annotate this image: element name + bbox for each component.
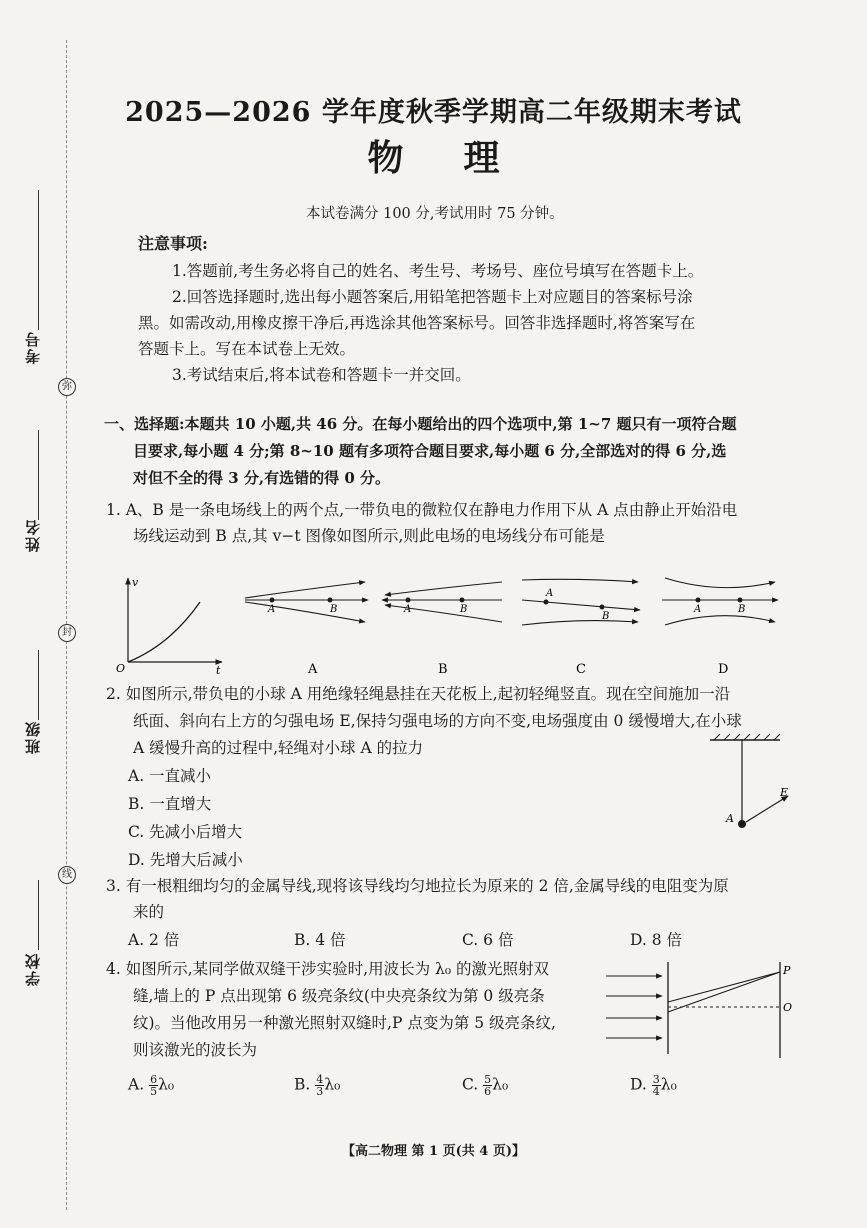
field-diagram-d <box>662 578 778 677</box>
svg-text:B: B <box>602 611 610 622</box>
vt-origin-label: O <box>116 662 126 675</box>
q3-line-2: 来的 <box>133 903 165 921</box>
notice-line-4: 答题卡上。写在本试卷上无效。 <box>138 340 356 358</box>
section1-line-3: 对但不全的得 3 分,有选错的得 0 分。 <box>133 469 390 487</box>
subject-title: 物理 <box>367 137 560 179</box>
q3-option-b[interactable]: B. 4 倍 <box>294 931 346 949</box>
q3-option-a[interactable]: A. 2 倍 <box>128 931 180 949</box>
field-diagram-c <box>522 579 640 677</box>
name-label: 姓名 <box>24 518 42 552</box>
q1-figures <box>110 570 830 682</box>
svg-text:B: B <box>738 604 746 615</box>
point-p-label: P <box>783 964 791 977</box>
exam-title: 2025—2026 学年度秋季学期高二年级期末考试 <box>125 97 742 128</box>
notice-line-1: 1.答题前,考生务必将自己的姓名、考生号、考场号、座位号填写在答题卡上。 <box>172 262 704 280</box>
point-a-label: A <box>268 604 276 615</box>
q4-figure <box>602 958 802 1062</box>
school-label: 学校 <box>24 952 42 986</box>
seal-xian: 线 <box>58 866 76 884</box>
name-blank[interactable] <box>38 430 39 520</box>
vt-curve <box>128 602 200 662</box>
svg-text:A: A <box>546 588 554 599</box>
exam-number-label: 考号 <box>24 330 42 364</box>
section1-line-1: 一、选择题:本题共 10 小题,共 46 分。在每小题给出的四个选项中,第 1~7 题只有一项符合题 <box>104 415 737 433</box>
notice-line-5: 3.考试结束后,将本试卷和答题卡一并交回。 <box>172 366 471 384</box>
seal-mi: 弥 <box>58 378 76 396</box>
svg-text:A: A <box>404 604 412 615</box>
ball-a-label: A <box>726 812 734 825</box>
q2-line-3: A 缓慢升高的过程中,轻绳对小球 A 的拉力 <box>133 739 424 757</box>
field-diagram-a <box>245 582 368 677</box>
point-o-label: O <box>783 1001 793 1014</box>
q2-option-b[interactable]: B. 一直增大 <box>128 795 212 813</box>
point-b-label: B <box>330 604 338 615</box>
exam-info: 本试卷满分 100 分,考试用时 75 分钟。 <box>306 206 564 222</box>
school-blank[interactable] <box>38 880 39 950</box>
q4-line-2: 缝,墙上的 P 点出现第 6 级亮条纹(中央亮条纹为第 0 级亮条 <box>133 987 545 1005</box>
svg-text:B: B <box>460 604 468 615</box>
q3-option-c[interactable]: C. 6 倍 <box>462 931 514 949</box>
page-footer: 【高二物理 第 1 页(共 4 页)】 <box>341 1144 526 1159</box>
exam-number-blank[interactable] <box>38 190 39 330</box>
q1-line-2: 场线运动到 B 点,其 v−t 图像如图所示,则此电场的电场线分布可能是 <box>133 527 605 545</box>
field-e-label: E <box>780 786 789 799</box>
svg-text:A: A <box>694 604 702 615</box>
q2-option-c[interactable]: C. 先减小后增大 <box>128 823 243 841</box>
seal-feng: 封 <box>58 624 76 642</box>
q2-line-2: 纸面、斜向右上方的匀强电场 E,保持匀强电场的方向不变,电场强度由 0 缓慢增大,在小球 <box>133 712 742 730</box>
notice-line-2: 2.回答选择题时,选出每小题答案后,用铅笔把答题卡上对应题目的答案标号涂 <box>172 288 693 306</box>
option-c-label: C <box>576 662 586 677</box>
vt-t-label: t <box>216 664 221 677</box>
q2-option-a[interactable]: A. 一直减小 <box>128 767 212 785</box>
ball-a <box>738 820 746 828</box>
class-blank[interactable] <box>38 650 39 720</box>
option-d-label: D <box>718 662 729 677</box>
option-a-label: A <box>308 662 318 677</box>
q2-option-d[interactable]: D. 先增大后减小 <box>128 851 243 869</box>
q4-option-b[interactable]: B. $\frac{4}{3}$ λ₀ <box>294 1073 341 1098</box>
q4-option-c[interactable]: C. $\frac{5}{6}$ λ₀ <box>462 1073 509 1098</box>
q3-line-1: 3. 有一根粗细均匀的金属导线,现将该导线均匀地拉长为原来的 2 倍,金属导线的电阻变为原 <box>106 877 729 895</box>
q2-line-1: 2. 如图所示,带负电的小球 A 用绝缘轻绳悬挂在天花板上,起初轻绳竖直。现在空间施加一沿 <box>106 685 731 703</box>
vt-graph <box>116 576 222 677</box>
notice-title: 注意事项: <box>138 234 208 253</box>
q4-line-4: 则该激光的波长为 <box>133 1041 258 1059</box>
vt-v-label: v <box>132 576 139 589</box>
q4-option-d[interactable]: D. $\frac{3}{4}$ λ₀ <box>630 1073 677 1098</box>
class-label: 班级 <box>24 720 42 754</box>
field-e-arrow <box>746 796 788 822</box>
notice-line-3: 黑。如需改动,用橡皮擦干净后,再选涂其他答案标号。回答非选择题时,将答案写在 <box>138 314 696 332</box>
option-b-label: B <box>438 662 448 677</box>
section1-line-2: 目要求,每小题 4 分;第 8~10 题有多项符合题目要求,每小题 6 分,全部选对的得 6 分,选 <box>133 442 727 460</box>
q3-option-d[interactable]: D. 8 倍 <box>630 931 683 949</box>
field-diagram-b <box>382 582 502 677</box>
q4-option-a[interactable]: A. $\frac{6}{5}$ λ₀ <box>128 1073 175 1098</box>
q4-line-3: 纹)。当他改用另一种激光照射双缝时,P 点变为第 5 级亮条纹, <box>133 1014 556 1032</box>
q1-line-1: 1. A、B 是一条电场线上的两个点,一带负电的微粒仅在静电力作用下从 A 点由静止开始沿电 <box>106 501 738 519</box>
q2-figure <box>700 732 810 844</box>
q4-line-1: 4. 如图所示,某同学做双缝干涉实验时,用波长为 λ₀ 的激光照射双 <box>106 960 549 978</box>
